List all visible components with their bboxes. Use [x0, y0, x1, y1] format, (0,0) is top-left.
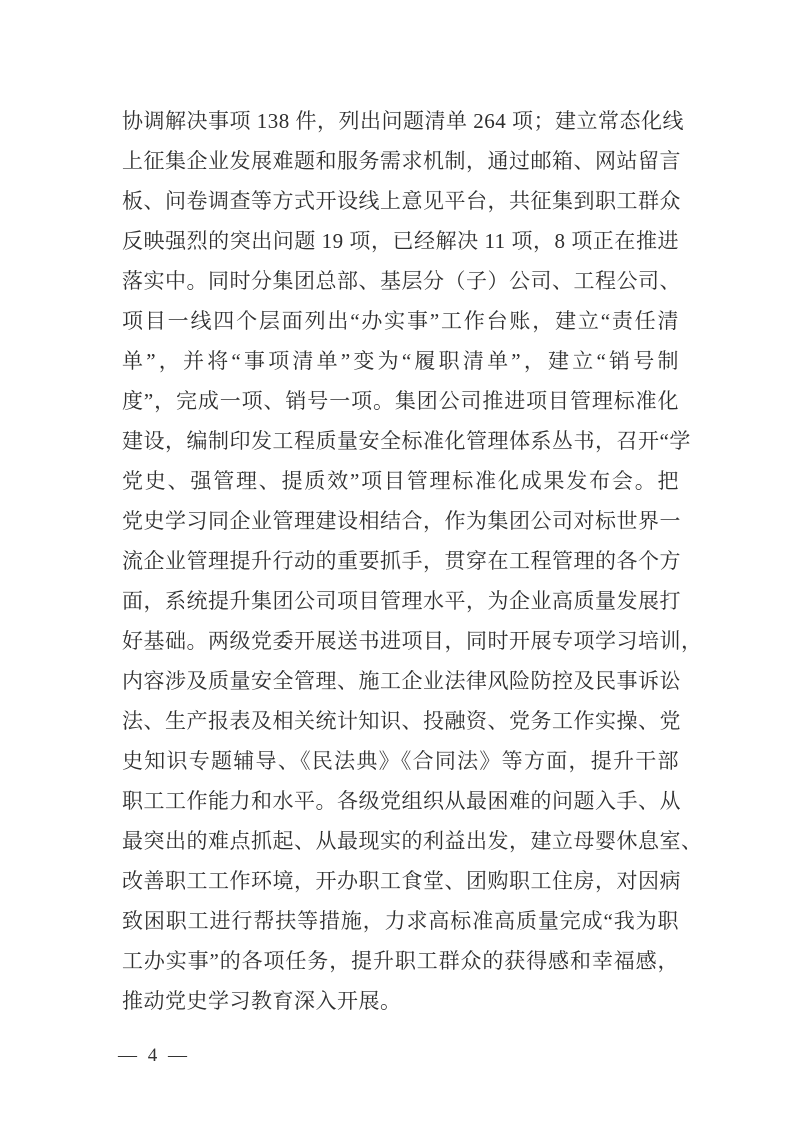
- text-line: 最突出的难点抓起、从最现实的利益出发，建立母婴休息室、: [122, 829, 703, 853]
- text-line: 协调解决事项 138 件，列出问题清单 264 项；建立常态化线: [122, 109, 684, 133]
- text-line: 致困职工进行帮扶等措施，力求高标准高质量完成“我为职: [122, 909, 679, 933]
- text-line: 职工工作能力和水平。各级党组织从最困难的问题入手、从: [122, 789, 681, 813]
- text-line: 单”，并将“事项清单”变为“履职清单”，建立“销号制: [122, 349, 679, 373]
- text-line: 法、生产报表及相关统计知识、投融资、党务工作实操、党: [122, 709, 681, 733]
- text-line: 面，系统提升集团公司项目管理水平，为企业高质量发展打: [122, 589, 681, 613]
- text-line: 党史学习同企业管理建设相结合，作为集团公司对标世界一: [122, 509, 681, 533]
- text-line: 党史、强管理、提质效”项目管理标准化成果发布会。把: [122, 469, 679, 493]
- text-line: 改善职工工作环境，开办职工食堂、团购职工住房，对因病: [122, 869, 681, 893]
- text-line: 推动党史学习教育深入开展。: [122, 989, 402, 1013]
- text-line: 流企业管理提升行动的重要抓手，贯穿在工程管理的各个方: [122, 549, 681, 573]
- text-line: 建设，编制印发工程质量安全标准化管理体系丛书，召开“学: [122, 429, 691, 453]
- text-line: 工办实事”的各项任务，提升职工群众的获得感和幸福感，: [122, 949, 679, 973]
- body-text: [122, 101, 703, 1021]
- text-line: 板、问卷调查等方式开设线上意见平台，共征集到职工群众: [122, 189, 681, 213]
- text-line: 反映强烈的突出问题 19 项，已经解决 11 项，8 项正在推进: [122, 229, 679, 253]
- text-line: 上征集企业发展难题和服务需求机制，通过邮箱、网站留言: [122, 149, 681, 173]
- text-line: 史知识专题辅导、《民法典》《合同法》等方面，提升干部: [122, 749, 679, 773]
- page-number: — 4 —: [118, 1045, 190, 1066]
- text-line: 内容涉及质量安全管理、施工企业法律风险防控及民事诉讼: [122, 669, 681, 693]
- text-line: 落实中。同时分集团总部、基层分（子）公司、工程公司、: [122, 269, 681, 293]
- text-line: 度”，完成一项、销号一项。集团公司推进项目管理标准化: [122, 389, 679, 413]
- text-line: 项目一线四个层面列出“办实事”工作台账，建立“责任清: [122, 309, 679, 333]
- text-line: 好基础。两级党委开展送书进项目，同时开展专项学习培训，: [122, 629, 703, 653]
